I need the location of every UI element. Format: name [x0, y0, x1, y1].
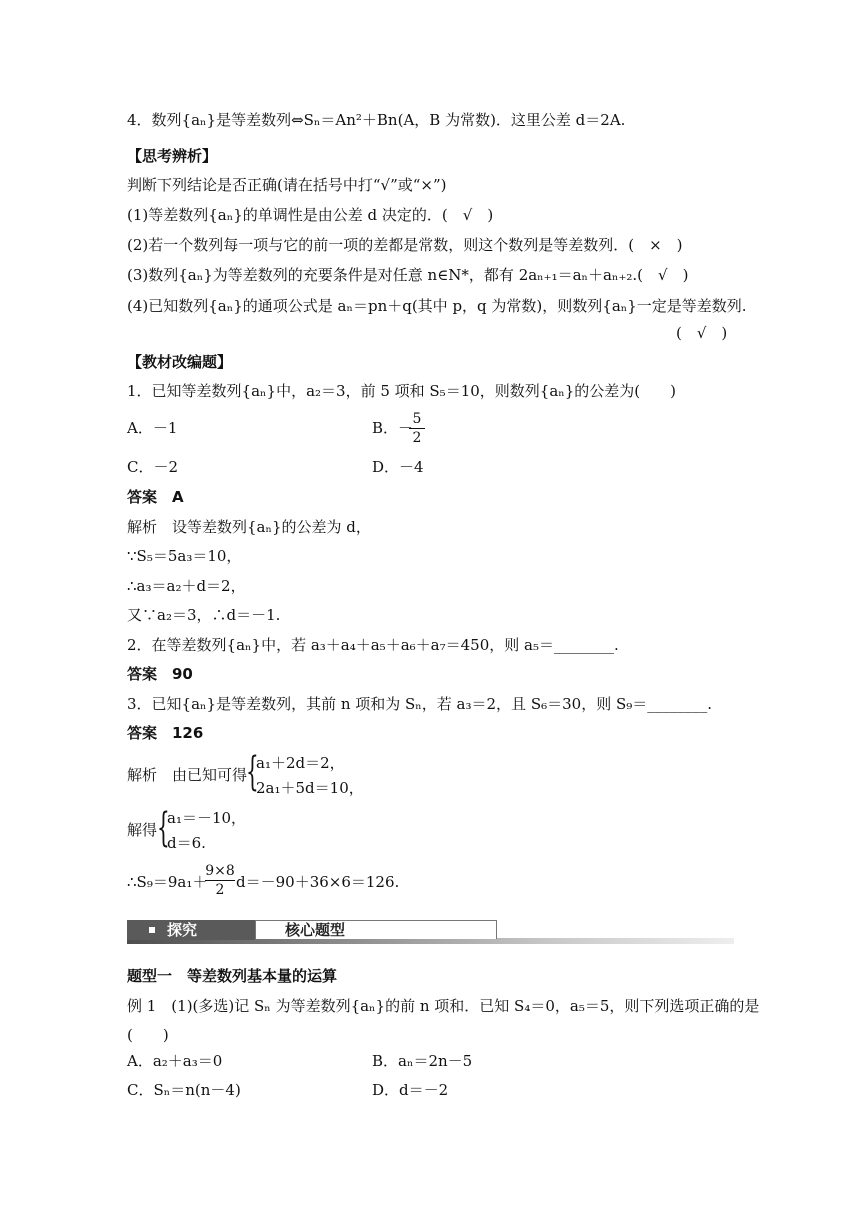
text-line: (1)等差数列{aₙ}的单调性是由公差 d 决定的．( √ ) [127, 206, 494, 224]
section-heading: 【教材改编题】 [127, 353, 233, 371]
text-line: (2)若一个数列每一项与它的前一项的差都是常数，则这个数列是等差数列．( × ) [127, 236, 683, 254]
solution-line: 解析 由已知可得 [127, 766, 248, 784]
text-line: (3)数列{aₙ}为等差数列的充要条件是对任意 n∈N*，都有 2aₙ₊₁＝aₙ＋aₙ₊₂.( √ ) [127, 266, 689, 284]
solution-line: ∴a₃＝a₂＋d＝2， [127, 577, 246, 595]
option-b: B．－ [372, 419, 414, 437]
fraction-numerator: 5 [412, 411, 422, 427]
text-line: 4．数列{aₙ}是等差数列⇔Sₙ＝An²＋Bn(A，B 为常数)．这里公差 d＝2A. [127, 111, 626, 129]
answer-mark: ( √ ) [676, 324, 728, 342]
banner-subtitle: 核心题型 [285, 921, 346, 939]
option-c: C．－2 [127, 458, 179, 476]
solution-line: 解得 [127, 821, 158, 839]
system-equation: 2a₁＋5d＝10， [256, 779, 364, 797]
option-b: B．aₙ＝2n－5 [372, 1052, 473, 1070]
fraction [205, 862, 235, 899]
fraction-numerator: 9×8 [205, 863, 235, 879]
answer-line: 答案 A [127, 488, 184, 506]
question-text: 3．已知{aₙ}是等差数列，其前 n 项和为 Sₙ，若 a₃＝2，且 S₆＝30，则 S₉＝________. [127, 695, 713, 713]
question-text: 例 1 (1)(多选)记 Sₙ 为等差数列{aₙ}的前 n 项和．已知 S₄＝0，a₅＝5，则下列选项正确的是 [127, 997, 760, 1015]
system-equation: a₁＋2d＝2， [256, 754, 345, 772]
answer-line: 答案 90 [127, 665, 193, 683]
system-equation: a₁＝－10， [167, 809, 247, 827]
banner-title: 探究 [167, 921, 198, 939]
option-d: D．－4 [372, 458, 424, 476]
answer-line: 答案 126 [127, 724, 204, 742]
option-c: C．Sₙ＝n(n－4) [127, 1081, 241, 1099]
brace: { [157, 805, 170, 851]
option-d: D．d＝－2 [372, 1081, 449, 1099]
brace: { [246, 749, 259, 795]
text-line: 判断下列结论是否正确(请在括号中打“√”或“×”) [127, 176, 447, 194]
question-text: 2．在等差数列{aₙ}中，若 a₃＋a₄＋a₅＋a₆＋a₇＝450，则 a₅＝________. [127, 636, 619, 654]
square-bullet-icon [149, 927, 155, 933]
system-equation: d＝6. [167, 834, 206, 852]
section-heading: 【思考辨析】 [127, 147, 218, 165]
question-text: 1．已知等差数列{aₙ}中，a₂＝3，前 5 项和 S₅＝10，则数列{aₙ}的公差为( ) [127, 382, 677, 400]
text-line: (4)已知数列{aₙ}的通项公式是 aₙ＝pn＋q(其中 p，q 为常数)，则数列{aₙ}一定是等差数列. [127, 297, 747, 315]
option-a: A．a₂＋a₃＝0 [127, 1052, 223, 1070]
topic-heading: 题型一 等差数列基本量的运算 [127, 967, 338, 985]
solution-line: 解析 设等差数列{aₙ}的公差为 d， [127, 518, 371, 536]
solution-line: 又∵a₂＝3，∴d＝－1. [127, 606, 281, 624]
section-banner [127, 920, 734, 944]
solution-line: ∵S₅＝5a₃＝10， [127, 547, 242, 565]
solution-line: ∴S₉＝9a₁＋ [127, 873, 208, 891]
solution-line: d＝－90＋36×6＝126. [236, 873, 400, 891]
fraction [409, 410, 425, 447]
option-a: A．－1 [127, 419, 178, 437]
fraction-denominator: 2 [205, 880, 235, 899]
question-text: ( ) [127, 1026, 169, 1044]
fraction-denominator: 2 [409, 428, 425, 447]
